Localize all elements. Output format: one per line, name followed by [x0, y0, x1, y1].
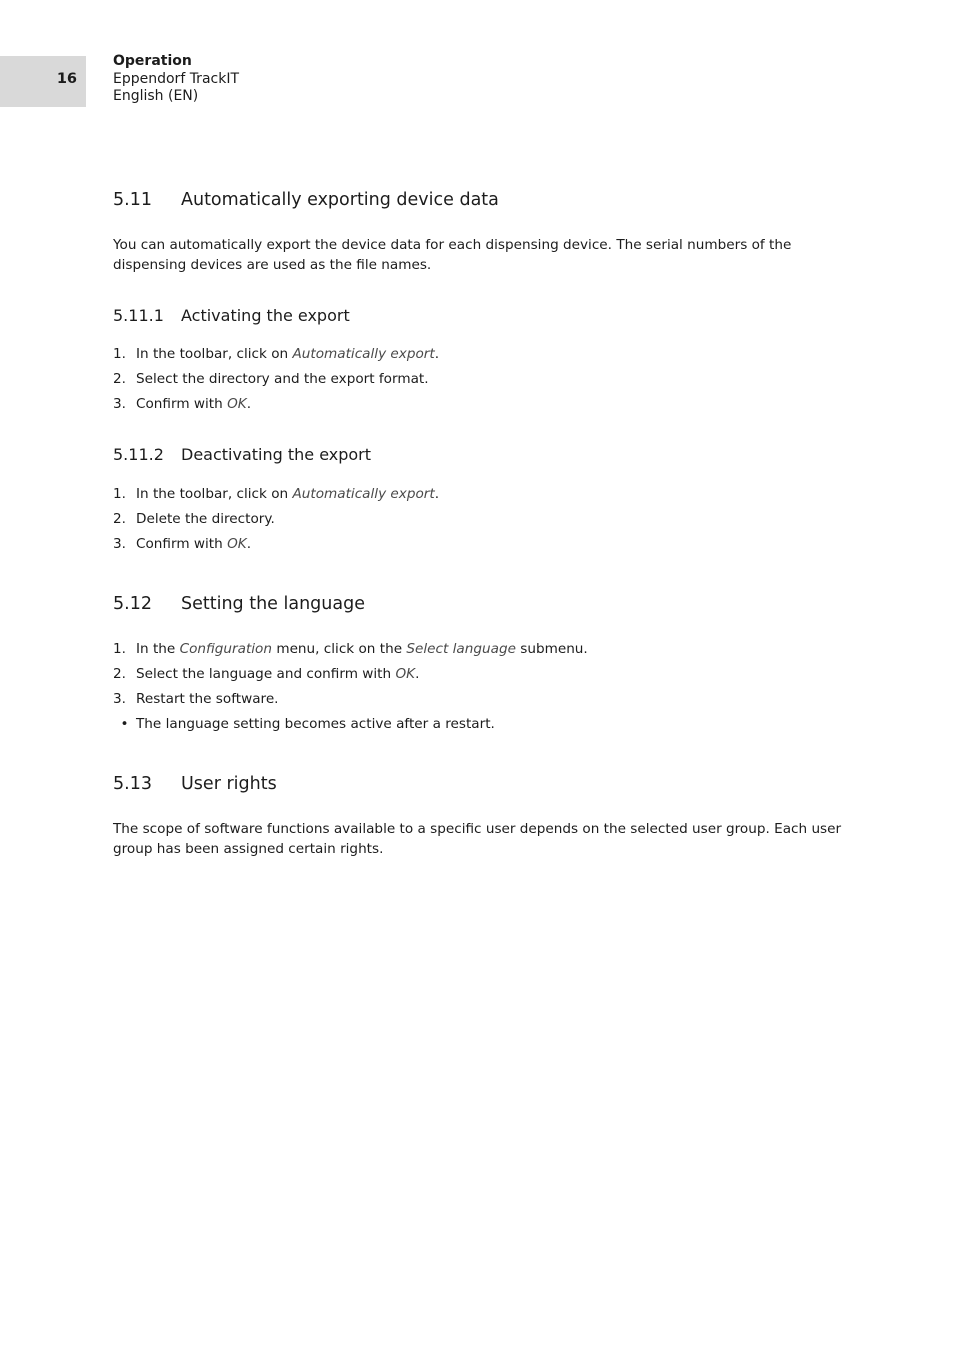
step-item: [113, 662, 848, 687]
step-number: 1.: [113, 486, 126, 502]
step-text: In the toolbar, click on: [136, 486, 293, 502]
step-item: [113, 637, 848, 662]
heading-number: 5.11.2: [113, 445, 164, 464]
step-text: .: [246, 536, 252, 552]
ui-term: OK: [227, 396, 247, 412]
step-text: In the: [136, 641, 180, 657]
page-number-tab: [0, 56, 86, 107]
step-number: 2.: [113, 371, 126, 387]
step-text: Select the language and confirm with: [136, 666, 396, 682]
step-item: [113, 507, 848, 532]
step-item: [113, 482, 848, 507]
step-text: Confirm with: [136, 536, 228, 552]
heading-number: 5.11: [113, 190, 152, 210]
step-number: 1.: [113, 346, 126, 362]
step-text: menu, click on the: [272, 641, 407, 657]
step-item: [113, 687, 848, 712]
heading-title: Setting the language: [181, 594, 365, 614]
heading-number: 5.12: [113, 594, 152, 614]
step-text: .: [415, 666, 420, 682]
step-text: In the toolbar, click on: [136, 346, 293, 362]
ui-term: Automatically export: [292, 486, 435, 502]
heading-5-13: [113, 774, 277, 794]
step-number: 2.: [113, 511, 126, 527]
step-text: Confirm with: [136, 396, 228, 412]
step-number: 3.: [113, 691, 126, 707]
result-item: [113, 712, 848, 737]
header-product: Eppendorf TrackIT: [113, 70, 240, 87]
step-number: 1.: [113, 641, 126, 657]
step-text: .: [246, 396, 252, 412]
step-text: .: [434, 346, 440, 362]
step-item: [113, 392, 848, 417]
step-number: 2.: [113, 666, 126, 682]
step-item: [113, 367, 848, 392]
step-text: .: [434, 486, 440, 502]
paragraph-5-13: The scope of software functions available to a specific user depends on the selected user group. Each user group has been assigned certain rights.: [113, 821, 842, 857]
step-item: [113, 342, 848, 367]
step-text: Delete the directory.: [136, 511, 275, 527]
steps-5-11-2: [113, 482, 848, 557]
heading-title: Deactivating the export: [181, 445, 372, 464]
ui-term: OK: [227, 536, 247, 552]
step-number: 3.: [113, 396, 126, 412]
step-number: 3.: [113, 536, 126, 552]
heading-5-11: [113, 190, 499, 210]
heading-number: 5.11.1: [113, 306, 164, 325]
paragraph-5-11: You can automatically export the device data for each dispensing device. The serial numbers of the dispensing devices are used as the file names.: [113, 237, 792, 273]
ui-term: Select language: [406, 641, 516, 657]
ui-term: Automatically export: [292, 346, 435, 362]
heading-title: User rights: [181, 774, 277, 794]
ui-term: OK: [395, 666, 416, 682]
heading-number: 5.13: [113, 774, 152, 794]
step-text: Restart the software.: [136, 691, 279, 707]
running-header: [113, 53, 239, 106]
step-text: Select the directory and the export format.: [136, 371, 429, 387]
heading-5-11-1: [113, 306, 350, 325]
page-number: 16: [56, 71, 77, 87]
header-chapter: Operation: [113, 53, 192, 69]
result-bullet: •: [120, 716, 129, 732]
heading-title: Activating the export: [181, 306, 350, 325]
result-text: The language setting becomes active after a restart.: [136, 716, 495, 732]
heading-5-11-2: [113, 445, 371, 464]
steps-5-12: [113, 637, 848, 737]
steps-5-11-1: [113, 342, 848, 417]
step-item: [113, 532, 848, 557]
ui-term: Configuration: [179, 641, 272, 657]
heading-title: Automatically exporting device data: [181, 190, 499, 210]
header-language: English (EN): [113, 88, 199, 104]
heading-5-12: [113, 594, 365, 614]
step-text: submenu.: [515, 641, 588, 657]
